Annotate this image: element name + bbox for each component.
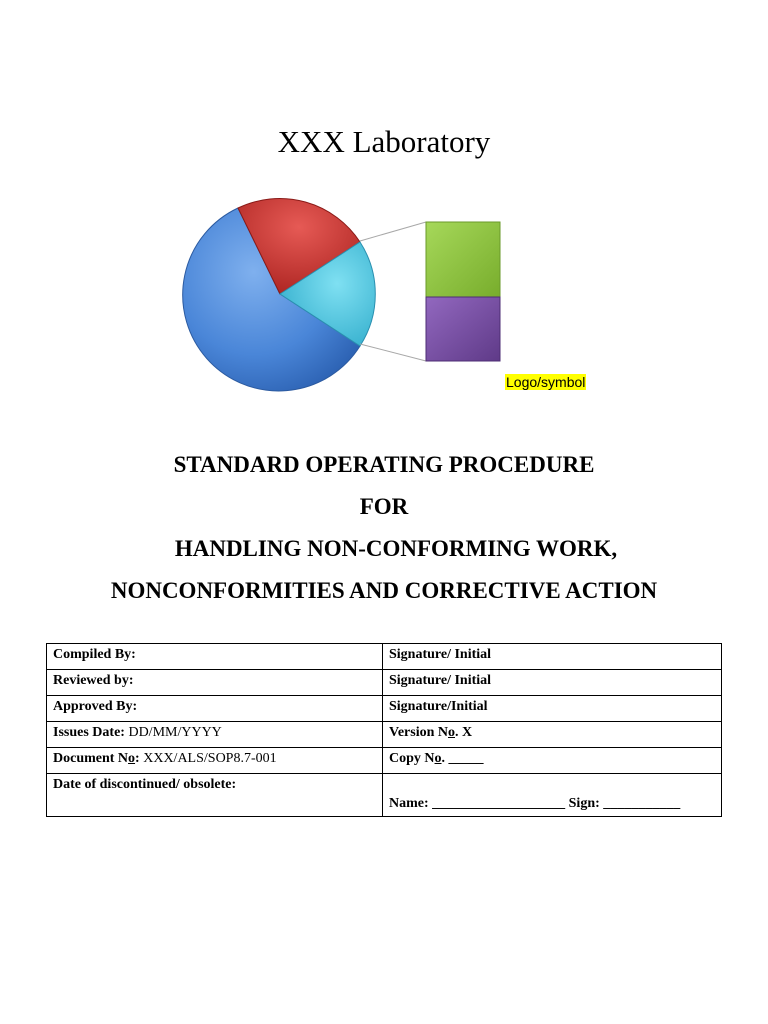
document-number-cell: Document No: XXX/ALS/SOP8.7-001 bbox=[47, 748, 383, 774]
sop-heading-line2: FOR bbox=[359, 494, 409, 519]
lab-title: XXX Laboratory bbox=[277, 124, 491, 159]
table-row bbox=[47, 774, 722, 817]
approved-by-cell: Approved By: bbox=[47, 696, 383, 722]
reviewed-by-cell: Reviewed by: bbox=[47, 670, 383, 696]
name-sign-cell: Name: ___________________ Sign: ___________ bbox=[383, 774, 722, 817]
bar-segment-green bbox=[426, 222, 500, 297]
compiled-signature-cell: Signature/ Initial bbox=[383, 644, 722, 670]
table-row bbox=[47, 670, 722, 696]
table-row bbox=[47, 696, 722, 722]
table-row bbox=[47, 644, 722, 670]
copy-number-cell: Copy No. _____ bbox=[383, 748, 722, 774]
bar-segment-purple bbox=[426, 297, 500, 361]
sop-heading-line3: HANDLING NON-CONFORMING WORK, bbox=[174, 536, 618, 561]
sop-heading-line4: NONCONFORMITIES AND CORRECTIVE ACTION bbox=[110, 578, 658, 603]
pie-chart-logo-icon bbox=[170, 196, 610, 396]
version-number-cell: Version No. X bbox=[383, 722, 722, 748]
logo-area bbox=[170, 196, 610, 396]
table-row bbox=[47, 748, 722, 774]
compiled-by-cell: Compiled By: bbox=[47, 644, 383, 670]
issues-date-cell: Issues Date: DD/MM/YYYY bbox=[47, 722, 383, 748]
reviewed-signature-cell: Signature/ Initial bbox=[383, 670, 722, 696]
document-control-table bbox=[46, 643, 722, 817]
sop-heading-line1: STANDARD OPERATING PROCEDURE bbox=[173, 452, 595, 477]
discontinued-date-cell: Date of discontinued/ obsolete: bbox=[47, 774, 383, 817]
logo-caption: Logo/symbol bbox=[506, 374, 586, 390]
approved-signature-cell: Signature/Initial bbox=[383, 696, 722, 722]
table-row bbox=[47, 722, 722, 748]
